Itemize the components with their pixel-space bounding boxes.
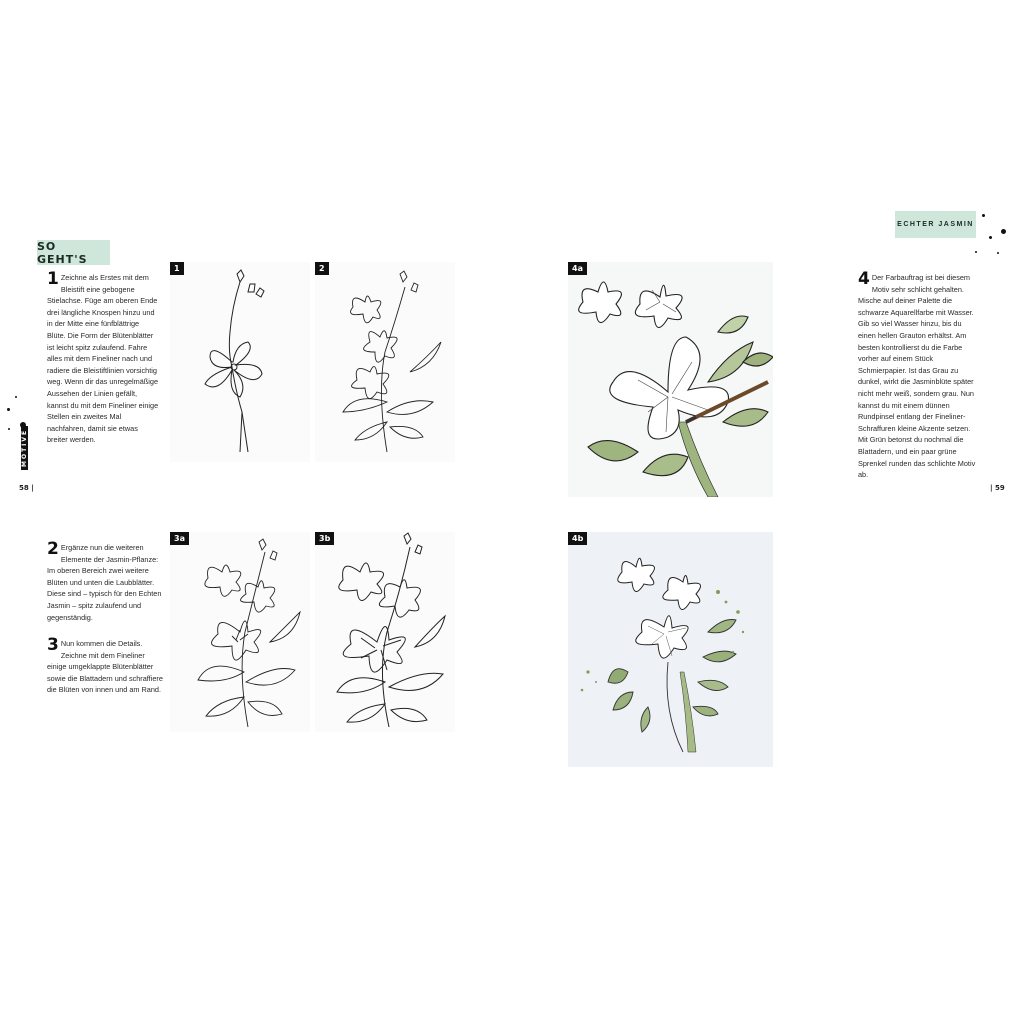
step-2-text [47,539,165,623]
photo-label: 3a [170,532,189,545]
sketch-jasmin-details [170,532,310,732]
section-badge: SO GEHT'S [37,240,110,265]
step-4-number: 4 [858,269,870,289]
photo-label: 4b [568,532,587,545]
page-number-right-value: 59 [995,484,1005,492]
step-4-text [858,269,980,481]
photo-step-3b [315,532,455,732]
photo-label: 2 [315,262,329,275]
decor-dot [7,408,10,411]
sketch-jasmin-shaded [315,532,455,732]
page-number-left-value: 58 [19,484,29,492]
decor-dot [1001,229,1006,234]
step-3-number: 3 [47,635,59,655]
decor-dot [982,214,985,217]
step-2-body: Ergänze nun die weiteren Elemente der Jasmin-Pflanze: Im oberen Bereich zwei weitere Blüten und unten die Laubblätter. Diese sind – typisch für den Echten Jasmin – spitz zulaufend und gegenständig. [47,543,162,622]
step-1-number: 1 [47,269,59,289]
sketch-bud-flower [170,262,310,462]
decor-dot [20,422,26,428]
step-3-text [47,635,165,696]
title-badge: ECHTER JASMIN [895,211,976,238]
decor-dot [15,396,17,398]
step-2-number: 2 [47,539,59,559]
step-3-body: Nun kommen die Details. Zeichne mit dem Fineliner einige umgeklappte Blütenblätter sowie die Blattadern und schraffiere die Blüten von innen und am Rand. [47,639,163,695]
decor-dot [997,252,999,254]
decor-dot [975,251,977,253]
photo-step-4a [568,262,773,497]
side-label: MOTIVE [21,426,28,470]
photo-step-4b [568,532,773,767]
photo-step-1 [170,262,310,462]
photo-label: 3b [315,532,334,545]
step-1-body: Zeichne als Erstes mit dem Bleistift eine gebogene Stielachse. Füge am oberen Ende drei längliche Knospen hinzu und in der Mitte eine fünfblättrige Blüte. Die Form der Blütenblätter ist leicht spitz zulaufend. Fahre alles mit dem Fineliner nach und radiere die Bleistiftlinien vorsichtig weg. Wenn dir das unregelmäßige Aussehen der Linien gefällt, kannst du mit dem Fineliner einige Stellen ein zweites Mal nachfahren, damit sie etwas breiter werden. [47,273,159,445]
step-4-body: Der Farbauftrag ist bei diesem Motiv sehr schlicht gehalten. Mische auf deiner Palette die schwarze Aquarellfarbe mit Wasser. Gib so viel Wasser hinzu, bis du einen hellen Grauton erhältst. Am besten kontrollierst du die Farbe vorher auf einem Stück Schmierpapier. Ist das Grau zu dunkel, wirkt die Jasminblüte später nicht mehr weiß, sondern grau. Nun kannst du mit einem dünnen Rundpinsel entlang der Fineliner-Schraffuren kleine Akzente setzen. Mit Grün betonst du nochmal die Blattadern, und ein paar grüne Sprenkel runden das schlichte Motiv ab. [858,273,976,480]
page-number-right: | 59 [990,484,1005,492]
photo-label: 1 [170,262,184,275]
decor-dot [989,236,992,239]
page-number-left: 58 | [19,484,34,492]
photo-step-2 [315,262,455,462]
photo-step-3a [170,532,310,732]
step-1-text [47,269,159,446]
painting-jasmin-closeup [568,262,773,497]
painting-jasmin-final [568,532,773,767]
sketch-jasmin-outline [315,262,455,462]
photo-label: 4a [568,262,587,275]
decor-dot [8,428,10,430]
